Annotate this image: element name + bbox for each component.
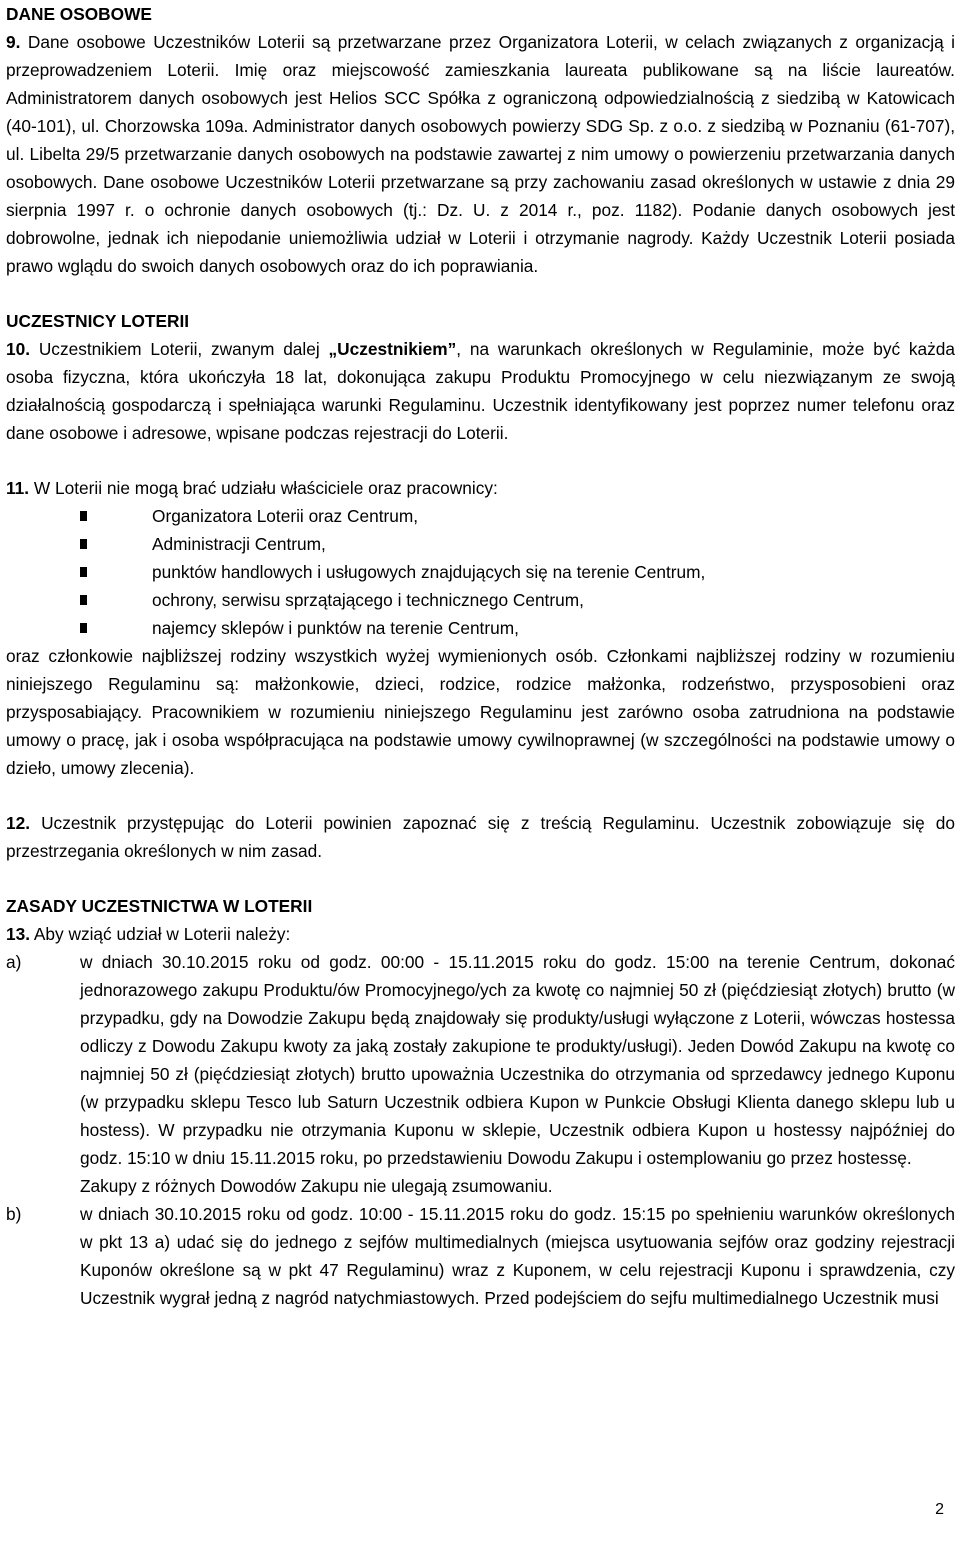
defined-term: „Uczestnikiem” — [328, 339, 457, 359]
paragraph-13: 13. Aby wziąć udział w Loterii należy: — [6, 924, 291, 944]
item-label: a) — [6, 952, 22, 972]
list-item: Administracji Centrum, — [6, 530, 955, 558]
paragraph-10: 10. Uczestnikiem Loterii, zwanym dalej „Uczestnikiem”, na warunkach określonych w Regulaminie, może być każda osoba fizyczna, która ukończyła 18 lat, dokonująca zakupu Produktu Promocyjnego w celu niezwiązanym ze swoją działalnością gospodarczą i spełniająca warunki Regulaminu. Uczestnik identyfikowany jest poprzez numer telefonu oraz dane osobowe i adresowe, wpisane podczas rejestracji do Loterii. — [6, 339, 956, 443]
paragraph-number: 13. — [6, 924, 31, 944]
section-heading-uczestnicy: UCZESTNICY LOTERII — [6, 311, 190, 331]
item-text: w dniach 30.10.2015 roku od godz. 10:00 - 15.11.2015 roku do godz. 15:15 po spełnieniu warunków określonych w pkt 13 a) udać się do jednego z sejfów multimedialnych (miejsca usytuowania sejfów oraz godziny rejestracji Kuponów określone są w pkt 47 Regulaminu) wraz z Kuponem, w celu rejestracji Kuponu i sprawdzenia, czy Uczestnik wygrał jedną z nagród natychmiastowych. Przed podejściem do sejfu multimedialnego Uczestnik musi — [80, 1204, 955, 1308]
square-bullet-icon — [80, 539, 87, 549]
square-bullet-icon — [80, 595, 87, 605]
paragraph-11: 11. W Loterii nie mogą brać udziału właściciele oraz pracownicy: — [6, 478, 498, 498]
paragraph-9 — [6, 28, 955, 280]
list-item: Organizatora Loterii oraz Centrum, — [6, 502, 955, 530]
square-bullet-icon — [80, 567, 87, 577]
paragraph-number: 11. — [6, 478, 30, 498]
item-text: w dniach 30.10.2015 roku od godz. 00:00 - 15.11.2015 roku do godz. 15:00 na terenie Centrum, dokonać jednorazowego zakupu Produktu/ów Promocyjnego/ych za kwotę co najmniej 50 zł (pięćdziesiąt złotych) brutto (w przypadku, gdy na Dowodzie Zakupu będą znajdowały się produkty/usługi wyłączone z Loterii, wówczas hostessa odliczy z Dowodu Zakupu kwoty za jaką zostały zakupione te produkty/usługi). Jeden Dowód Zakupu na kwotę co najmniej 50 zł (pięćdziesiąt złotych) brutto upoważnia Uczestnika do otrzymania od sprzedawcy jednego Kuponu (w przypadku sklepu Tesco lub Saturn Uczestnik odbiera Kupon w Punkcie Obsługi Klienta danego sklepu lub u hostess). W przypadku nie otrzymania Kuponu w sklepie, Uczestnik odbiera Kupon u hostessy najpóźniej do godz. 15:10 w dniu 15.11.2015 roku, po przedstawieniu Dowodu Zakupu i ostemplowaniu go przez hostessę. — [80, 952, 955, 1168]
excluded-persons-list — [6, 502, 955, 642]
list-item: najemcy sklepów i punktów na terenie Centrum, — [6, 614, 955, 642]
page-number: 2 — [935, 1501, 944, 1518]
paragraph-number: 12. — [6, 813, 31, 833]
paragraph-12: 12. Uczestnik przystępując do Loterii powinien zapoznać się z treścią Regulaminu. Uczestnik zobowiązuje się do przestrzegania określonych w nim zasad. — [6, 813, 955, 861]
list-item: ochrony, serwisu sprzątającego i technicznego Centrum, — [6, 586, 955, 614]
document-page — [6, 0, 955, 1312]
paragraph-text: Dane osobowe Uczestników Loterii są przetwarzane przez Organizatora Loterii, w celach związanych z organizacją i przeprowadzeniem Loterii. Imię oraz miejscowość zamieszkania laureata publikowane są na liście laureatów. Administratorem danych osobowych jest Helios SCC Spółka z ograniczoną odpowiedzialnością z siedzibą w Katowicach (40-101), ul. Chorzowska 109a. Administrator danych osobowych powierzy SDG Sp. z o.o. z siedzibą w Poznaniu (61-707), ul. Libelta 29/5 przetwarzanie danych osobowych na podstawie zawartej z nim umowy o powierzeniu przetwarzania danych osobowych. Dane osobowe Uczestników Loterii przetwarzane są przy zachowaniu zasad określonych w ustawie z dnia 29 sierpnia 1997 r. o ochronie danych osobowych (tj.: Dz. U. z 2014 r., poz. 1182). Podanie danych osobowych jest dobrowolne, jednak ich niepodanie uniemożliwia udział w Loterii i otrzymanie nagrody. Każdy Uczestnik Loterii posiada prawo wglądu do swoich danych osobowych oraz do ich poprawiania. — [6, 32, 956, 276]
item-note: Zakupy z różnych Dowodów Zakupu nie ulegają zsumowaniu. — [80, 1176, 553, 1196]
square-bullet-icon — [80, 511, 87, 521]
section-heading-dane-osobowe: DANE OSOBOWE — [6, 4, 152, 24]
list-item: punktów handlowych i usługowych znajdujących się na terenie Centrum, — [6, 558, 955, 586]
section-heading-zasady: ZASADY UCZESTNICTWA W LOTERII — [6, 896, 313, 916]
square-bullet-icon — [80, 623, 87, 633]
item-a — [6, 948, 955, 1200]
paragraph-11-continued: oraz członkowie najbliższej rodziny wszystkich wyżej wymienionych osób. Członkami najbliższej rodziny w rozumieniu niniejszego Regulaminu są: małżonkowie, dzieci, rodzice, rodzice małżonka, rodzeństwo, przysposobieni oraz przysposabiający. Pracownikiem w rozumieniu niniejszego Regulaminu jest zarówno osoba zatrudniona na podstawie umowy o pracę, jak i osoba współpracująca na podstawie umowy cywilnoprawnej (w szczególności na podstawie umowy o dzieło, umowy zlecenia). — [6, 646, 955, 778]
item-label: b) — [6, 1204, 22, 1224]
item-b — [6, 1200, 955, 1312]
paragraph-number: 9. — [6, 32, 21, 52]
paragraph-number: 10. — [6, 339, 31, 359]
